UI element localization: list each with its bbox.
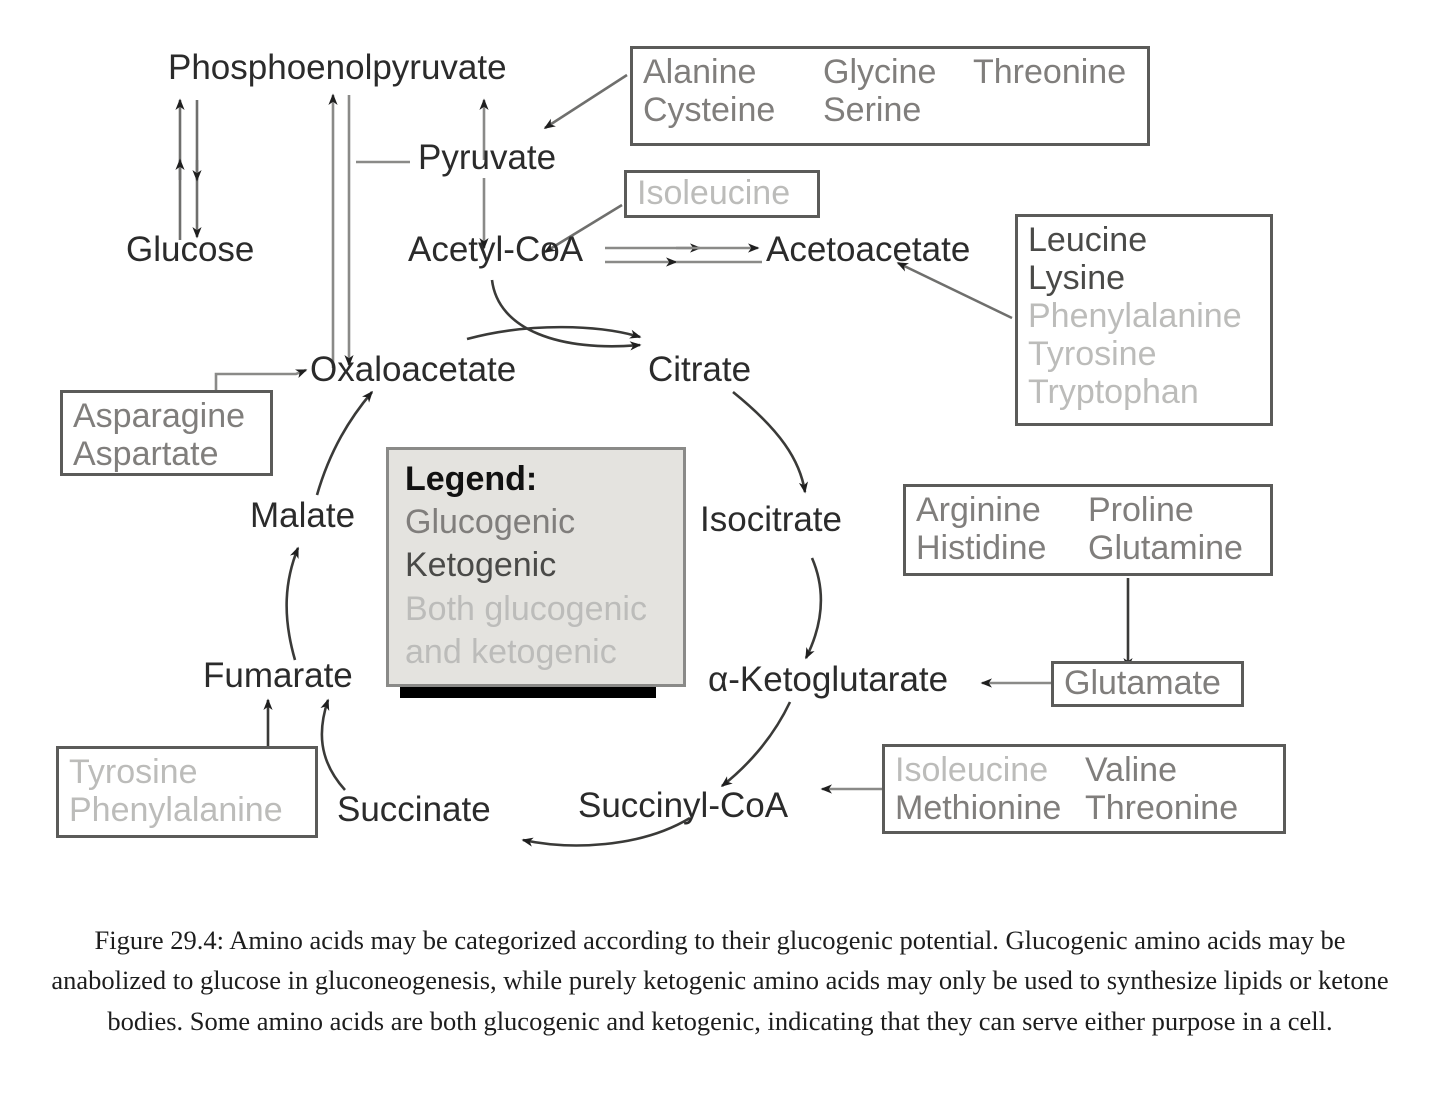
amino-acid-box-pyruvate-group xyxy=(630,46,1150,146)
legend-box xyxy=(386,447,686,687)
amino-acid-tryptophan: Tryptophan xyxy=(1028,373,1199,412)
node-pyruvate: Pyruvate xyxy=(418,138,557,177)
amino-acid-cysteine: Cysteine xyxy=(643,91,776,130)
node-fumarate: Fumarate xyxy=(203,656,353,695)
amino-acid-asparagine: Asparagine xyxy=(73,397,246,435)
amino-acid-box-glutamate xyxy=(1051,661,1244,707)
amino-acid-aspartate: Aspartate xyxy=(73,435,219,474)
node-phosphoenolpyruvate: Phosphoenolpyruvate xyxy=(168,48,507,87)
amino-acid-isoleucine-acetyl: Isoleucine xyxy=(637,174,791,212)
figure-caption: Figure 29.4: Amino acids may be categorized according to their glucogenic potential. Glucogenic amino acids may be anabolized to glucose in gluconeogenesis, while purely ketogenic amino acids may only be used to synthesize lipids or ketone bodies. Some amino acids are both glucogenic and ketogenic, indicating that they can serve either purpose in a cell. xyxy=(51,925,1389,1036)
amino-acid-box-glutamate-precursor-group xyxy=(903,484,1273,576)
legend-entry-both-line1: Both glucogenic xyxy=(405,589,647,628)
amino-acid-alanine: Alanine xyxy=(643,53,757,91)
amino-acid-threonine: Threonine xyxy=(973,53,1127,91)
amino-acid-histidine: Histidine xyxy=(916,529,1047,568)
amino-acid-serine: Serine xyxy=(823,91,922,130)
node-alpha-ketoglutarate: α-Ketoglutarate xyxy=(708,660,949,699)
amino-acid-arginine: Arginine xyxy=(916,491,1041,529)
node-succinate: Succinate xyxy=(337,790,491,829)
legend-title: Legend: xyxy=(405,460,538,498)
node-glucose: Glucose xyxy=(126,230,255,269)
amino-acid-box-acetoacetate-group xyxy=(1015,214,1273,426)
node-acetoacetate: Acetoacetate xyxy=(766,230,971,269)
amino-acid-tyrosine: Tyrosine xyxy=(1028,335,1157,374)
amino-acid-box-oxaloacetate-group xyxy=(60,390,273,476)
node-malate: Malate xyxy=(250,496,356,535)
amino-acid-isoleucine-succinyl: Isoleucine xyxy=(895,751,1049,789)
amino-acid-lysine: Lysine xyxy=(1028,259,1126,298)
legend-entry-both-line2: and ketogenic xyxy=(405,633,617,672)
amino-acid-leucine: Leucine xyxy=(1028,221,1148,259)
amino-acid-box-isoleucine-group xyxy=(624,170,820,218)
amino-acid-methionine: Methionine xyxy=(895,789,1062,828)
amino-acid-box-fumarate-group xyxy=(56,746,318,838)
amino-acid-glutamine: Glutamine xyxy=(1088,529,1243,568)
amino-acid-proline: Proline xyxy=(1088,491,1194,529)
node-succinyl-coa: Succinyl-CoA xyxy=(578,786,789,825)
node-isocitrate: Isocitrate xyxy=(700,500,842,539)
amino-acid-threonine-succinyl: Threonine xyxy=(1085,789,1239,828)
amino-acid-valine: Valine xyxy=(1085,751,1177,789)
legend-entry-glucogenic: Glucogenic xyxy=(405,502,576,541)
node-citrate: Citrate xyxy=(648,350,752,389)
amino-acid-glycine: Glycine xyxy=(823,53,937,91)
amino-acid-phenylalanine-fumarate: Phenylalanine xyxy=(69,791,283,830)
amino-acid-glutamate: Glutamate xyxy=(1064,664,1221,702)
amino-acid-phenylalanine: Phenylalanine xyxy=(1028,297,1242,336)
node-oxaloacetate: Oxaloacetate xyxy=(310,350,517,389)
amino-acid-tyrosine-fumarate: Tyrosine xyxy=(69,753,198,791)
amino-acid-box-succinyl-coa-group xyxy=(882,744,1286,834)
legend-entry-ketogenic: Ketogenic xyxy=(405,546,557,585)
node-acetyl-coa: Acetyl-CoA xyxy=(408,230,584,269)
